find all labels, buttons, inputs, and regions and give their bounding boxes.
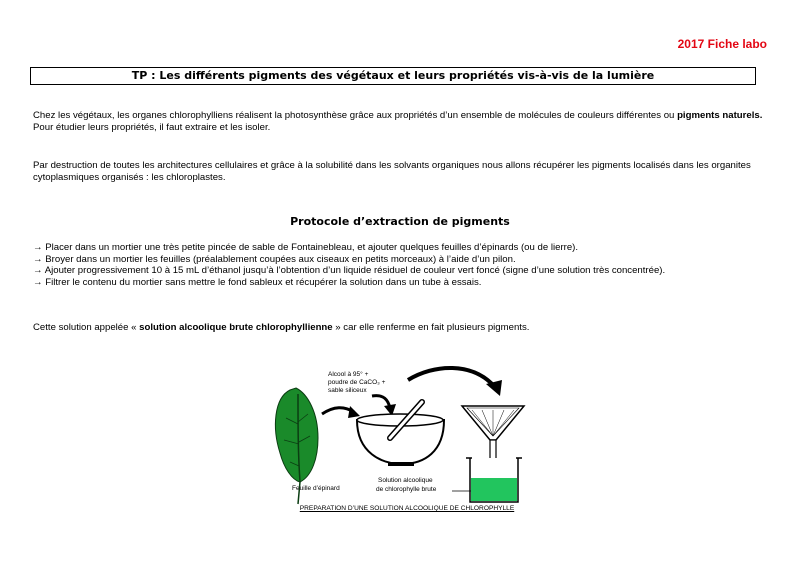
- extraction-figure: [262, 358, 552, 518]
- label-solution: de chlorophylle brute: [376, 486, 437, 493]
- label-alcohol: poudre de CaCO₃ +: [328, 379, 386, 386]
- arrow-head-icon: [348, 406, 360, 418]
- intro-paragraph: [33, 110, 768, 133]
- protocol-steps: [33, 242, 768, 288]
- extraction-diagram: [262, 358, 552, 518]
- protocol-step: → Placer dans un mortier une très petite pincée de sable de Fontainebleau, et ajouter quelques feuilles d’épinards (ou de lierre).: [33, 242, 579, 253]
- conclusion-paragraph: [33, 322, 768, 334]
- header-tag: 2017 Fiche labo: [677, 37, 767, 51]
- protocol-step: → Filtrer le contenu du mortier sans mettre le fond sableux et récupérer la solution dans un tube à essais.: [33, 276, 482, 288]
- protocol-step: → Broyer dans un mortier les feuilles (préalablement coupées aux ciseaux en petits morceaux) à l’aide d’un pilon.: [33, 253, 516, 265]
- arrow-icon: [408, 368, 494, 386]
- page-title: TP : Les différents pigments des végétaux et leurs propriétés vis-à-vis de la lumière: [30, 67, 756, 85]
- beaker-icon: [466, 458, 522, 502]
- intro-text: Chez les végétaux, les organes chlorophylliens réalisent la photosynthèse grâce aux propriétés d’un ensemble de molécules de couleurs différentes ou: [33, 110, 678, 121]
- paragraph-2: Par destruction de toutes les architectures cellulaires et grâce à la solubilité dans les solvants organiques nous allons récupérer les pigments localisés dans les organites cytoplasmiques organisés : les chloroplastes.: [33, 160, 751, 183]
- conclusion-before: Cette solution appelée «: [33, 322, 140, 333]
- label-alcohol: Alcool à 95° +: [328, 371, 369, 378]
- label-solution: Solution alcoolique: [378, 477, 433, 484]
- protocol-step: → Ajouter progressivement 10 à 15 mL d’éthanol jusqu’à l’obtention d’un liquide résiduel de couleur vert foncé (signe d’une solution très concentrée).: [33, 265, 666, 277]
- conclusion-bold: solution alcoolique brute chlorophyllienne: [139, 322, 333, 333]
- intro-line2: Pour étudier leurs propriétés, il faut extraire et les isoler.: [33, 121, 271, 133]
- conclusion-after: » car elle renferme en fait plusieurs pigments.: [332, 322, 530, 333]
- protocol-title: Protocole d’extraction de pigments: [290, 215, 510, 228]
- intro-bold: pigments naturels.: [677, 110, 763, 121]
- figure-caption: PREPARATION D’UNE SOLUTION ALCOOLIQUE DE CHLOROPHYLLE: [299, 505, 515, 512]
- label-leaf: Feuille d’épinard: [292, 485, 340, 492]
- label-alcohol: sable siliceux: [328, 387, 367, 394]
